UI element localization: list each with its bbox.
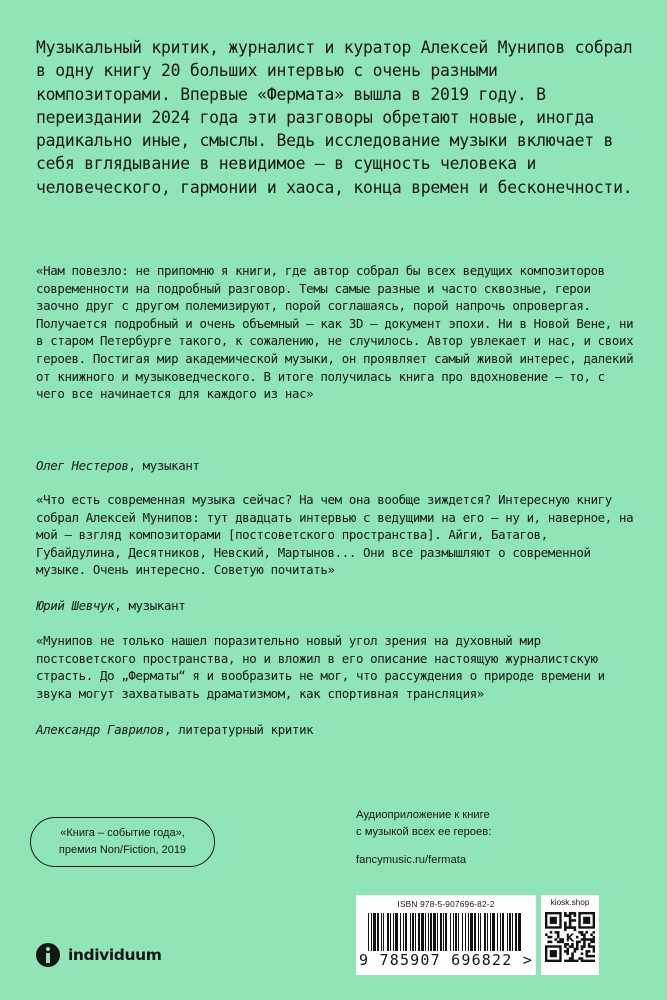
- quote-author-role: , литературный критик: [163, 722, 314, 737]
- isbn-digits: 9 785907 696822 >: [359, 951, 533, 969]
- quote-shevchuk-signature: [36, 598, 185, 613]
- audio-link[interactable]: fancymusic.ru/fermata: [356, 854, 467, 866]
- quote-nesterov: «Нам повезло: не припомню я книги, где автор собрал бы всех ведущих композиторов современности на подробный разговор. Темы самые разные и часто сквозные, герои заочно друг с другом полемизируют, порой соглашаясь, порой напрочь опровергая. Получается подробный и очень объемный – как 3D – документ эпохи. Ни в Новой Вене, ни в старом Петербурге такого, к сожалению, не случилось. Автор увлекает и нас, и своих героев. Постигая мир академической музыки, он проявляет самый живой интерес, далекий от книжного и музыковедческого. В итоге получилась книга про вдохновение – то, с чего все начинается для каждого из нас»: [36, 263, 634, 402]
- quote-nesterov-signature: [36, 458, 200, 473]
- audio-line-2: с музыкой всех ее героев:: [356, 825, 492, 838]
- publisher-name: individuum: [68, 946, 162, 964]
- quote-shevchuk: «Что есть современная музыка сейчас? На чем она вообще зиждется? Интересную книгу собрал Алексей Мунипов: тут двадцать интервью с ведущими на его – ну и, наверное, на мой – взгляд композиторами [постсоветского пространства]. Айги, Батагов, Губайдулина, Десятников, Невский, Мартынов... Они все размышляют о современной музыке. Очень интересно. Советую почитать»: [36, 492, 634, 578]
- qr-code-icon: [545, 912, 595, 962]
- intro-paragraph: Музыкальный критик, журналист и куратор Алексей Мунипов собрал в одну книгу 20 больших интервью с очень разными композиторами. Впервые «Фермата» вышла в 2019 году. В переиздании 2024 года эти разговоры обретают новые, иногда радикально иные, смыслы. Ведь исследование музыки включает в себя вглядывание в невидимое – в сущность человека и человеческого, гармонии и хаоса, конца времен и бесконечности.: [36, 38, 633, 197]
- isbn-barcode: [356, 895, 536, 975]
- audio-line-1: Аудиоприложение к книге: [356, 809, 490, 821]
- kiosk-label: kiosk.shop: [550, 898, 590, 907]
- kiosk-qr: [541, 895, 599, 975]
- quote-gavrilov-signature: [36, 722, 313, 737]
- quote-author-role: , музыкант: [128, 458, 200, 473]
- quote-author: Юрий Шевчук: [36, 598, 115, 613]
- prize-line-1: «Книга – событие года»,: [60, 827, 185, 839]
- quote-author: Олег Нестеров: [36, 458, 129, 473]
- quote-gavrilov: «Мунипов не только нашел поразительно новый угол зрения на духовный мир постсоветского пространства, но и вложил в его описание настоящую журналистскую страсть. До „Ферматы“ я и вообразить не мог, что рассуждения о природе времени и звука могут захватывать драматизмом, как спортивная трансляция»: [36, 633, 605, 701]
- svg-text:K: K: [565, 931, 575, 945]
- barcode-icon: [368, 913, 524, 951]
- quote-author-role: , музыкант: [114, 598, 186, 613]
- audio-app-note: [356, 807, 646, 869]
- prize-badge: [30, 817, 215, 867]
- isbn-label: ISBN 978-5-907696-82-2: [397, 899, 495, 909]
- publisher-logo: [36, 942, 162, 968]
- quote-author: Александр Гаврилов: [36, 722, 164, 737]
- individuum-logo-icon: [36, 943, 60, 967]
- prize-line-2: премия Non/Fiction, 2019: [58, 844, 187, 856]
